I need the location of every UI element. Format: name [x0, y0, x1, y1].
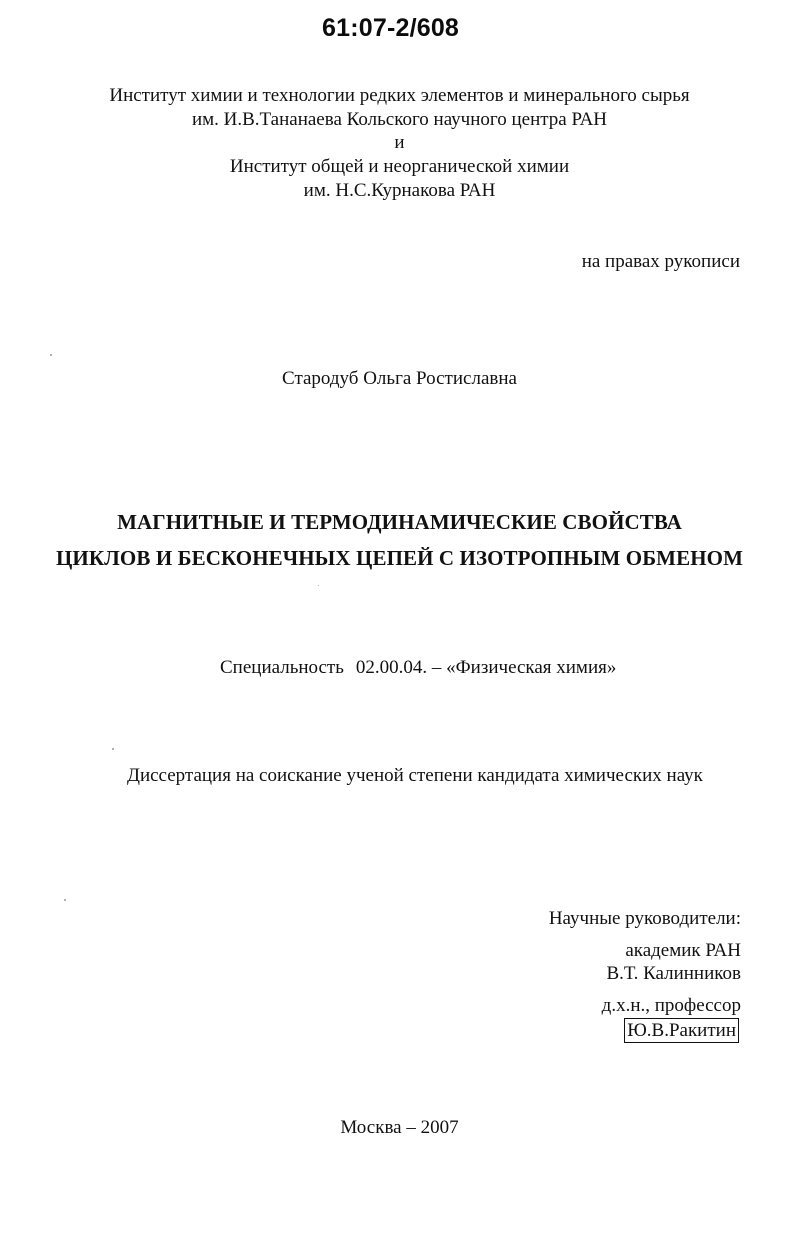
specialty-label: Специальность [220, 657, 344, 678]
supervisor-1-name: В.Т. Калинников [606, 963, 741, 984]
scan-speck [50, 354, 52, 356]
institution-line-3: Институт общей и неорганической химии [229, 156, 570, 177]
supervisors-heading: Научные руководители: [548, 908, 741, 929]
specialty-value: 02.00.04. – «Физическая химия» [355, 657, 617, 678]
scan-speck [112, 748, 114, 750]
specialty [220, 657, 616, 679]
institution-line-2: им. И.В.Тананаева Кольского научного центра РАН [191, 109, 608, 130]
author-name: Стародуб Ольга Ростиславна [282, 368, 517, 389]
supervisor-2-name: Ю.В.Ракитин [624, 1018, 739, 1043]
supervisor-1-title: академик РАН [625, 940, 741, 961]
scan-speck [64, 899, 66, 901]
manuscript-note: на правах рукописи [581, 251, 740, 272]
catalog-number: 61:07-2/608 [322, 14, 460, 42]
scan-speck [318, 585, 319, 586]
title-line-2: ЦИКЛОВ И БЕСКОНЕЧНЫХ ЦЕПЕЙ С ИЗОТРОПНЫМ ОБМЕНОМ [55, 546, 743, 570]
institution-conjunction: и [394, 132, 405, 153]
supervisor-2-name-box [624, 1018, 739, 1043]
institution-line-1: Институт химии и технологии редких элементов и минерального сырья [109, 85, 690, 106]
title-line-1: МАГНИТНЫЕ И ТЕРМОДИНАМИЧЕСКИЕ СВОЙСТВА [117, 510, 682, 534]
supervisor-2-title: д.х.н., профессор [601, 995, 741, 1016]
place-year: Москва – 2007 [340, 1117, 459, 1138]
dissertation-type: Диссертация на соискание ученой степени кандидата химических наук [127, 765, 703, 786]
institution-line-4: им. Н.С.Курнакова РАН [303, 180, 496, 201]
